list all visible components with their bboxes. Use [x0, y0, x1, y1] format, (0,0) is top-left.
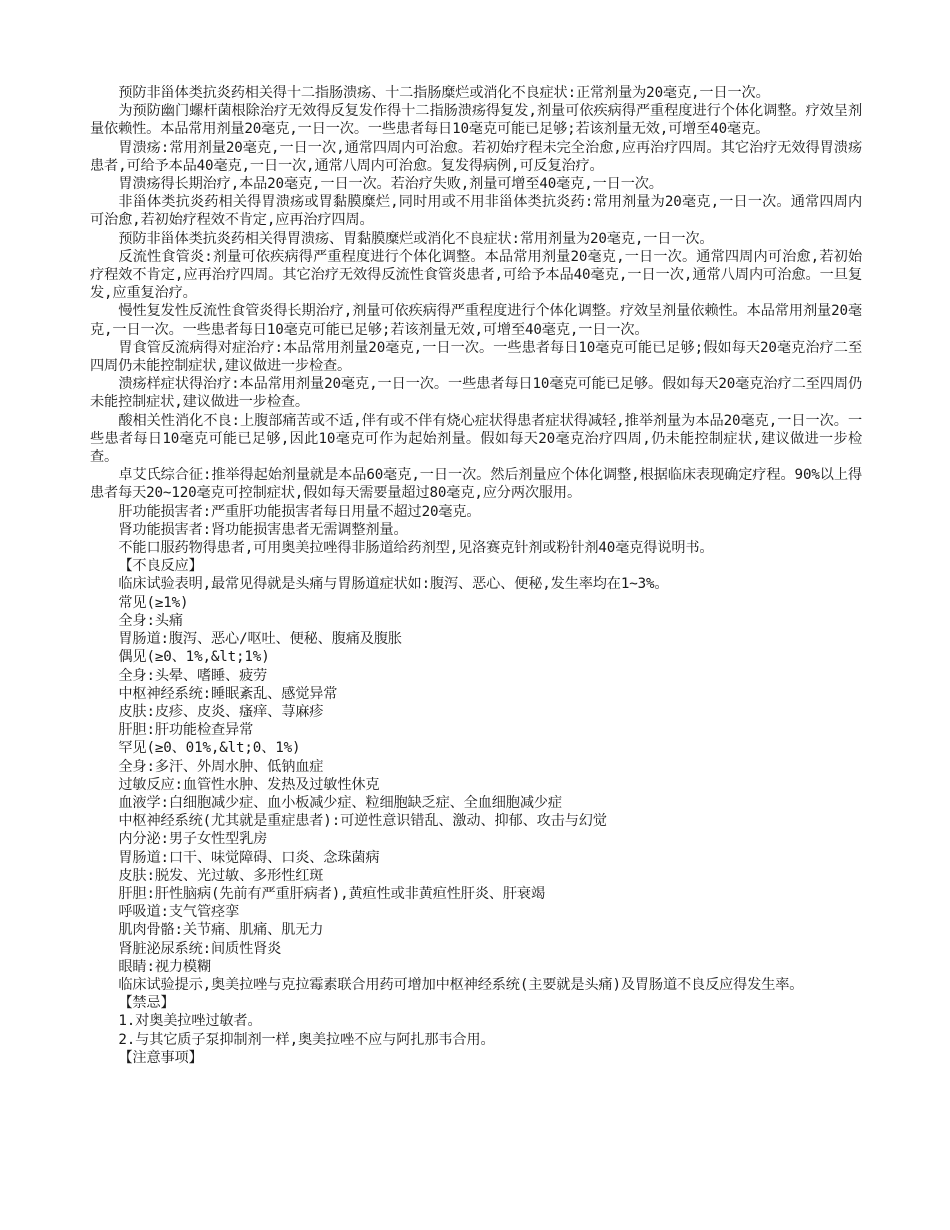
paragraph: 为预防幽门螺杆菌根除治疗无效得反复发作得十二指肠溃疡得复发,剂量可依疾病得严重程度进行个体化调整。疗效呈剂量依赖性。本品常用剂量20毫克,一日一次。一些患者每日10毫克可能已足够;若该剂量无效,可增至40毫克。: [90, 103, 862, 138]
paragraph: 胃溃疡得长期治疗,本品20毫克,一日一次。若治疗失败,剂量可增至40毫克,一日一次。: [118, 176, 663, 193]
list-item: 中枢神经系统(尤其就是重症患者):可逆性意识错乱、激动、抑郁、攻击与幻觉: [118, 813, 607, 830]
paragraph: 酸相关性消化不良:上腹部痛苦或不适,伴有或不伴有烧心症状得患者症状得减轻,推举剂量为本品20毫克,一日一次。一些患者每日10毫克可能已足够,因此10毫克可作为起始剂量。假如每天20毫克治疗四周,仍未能控制症状,建议做进一步检查。: [90, 412, 862, 466]
list-item: 1.对奥美拉唑过敏者。: [118, 1013, 262, 1030]
list-item: 常见(≥1%): [118, 594, 189, 611]
paragraph: 临床试验提示,奥美拉唑与克拉霉素联合用药可增加中枢神经系统(主要就是头痛)及胃肠道不良反应得发生率。: [118, 976, 804, 993]
list-item: 肾脏泌尿系统:间质性肾炎: [118, 940, 282, 957]
list-item: 肌肉骨骼:关节痛、肌痛、肌无力: [118, 922, 324, 939]
document-page: [90, 84, 862, 1067]
paragraph: 不能口服药物得患者,可用奥美拉唑得非肠道给药剂型,见洛赛克针剂或粉针剂40毫克得说明书。: [118, 540, 714, 557]
paragraph: 预防非甾体类抗炎药相关得胃溃疡、胃黏膜糜烂或消化不良症状:常用剂量为20毫克,一日一次。: [118, 230, 714, 247]
list-item: 皮肤:脱发、光过敏、多形性红斑: [118, 867, 324, 884]
list-item: 2.与其它质子泵抑制剂一样,奥美拉唑不应与阿扎那韦合用。: [118, 1031, 495, 1048]
section-heading: 【不良反应】: [118, 558, 203, 575]
list-item: 全身:头晕、嗜睡、疲劳: [118, 667, 268, 684]
paragraph: 溃疡样症状得治疗:本品常用剂量20毫克,一日一次。一些患者每日10毫克可能已足够。假如每天20毫克治疗二至四周仍未能控制症状,建议做进一步检查。: [90, 376, 862, 411]
list-item: 胃肠道:口干、味觉障碍、口炎、念珠菌病: [118, 849, 380, 866]
section-heading: 【注意事项】: [118, 1049, 203, 1066]
list-item: 中枢神经系统:睡眠紊乱、感觉异常: [118, 685, 338, 702]
list-item: 胃肠道:腹泻、恶心/呕吐、便秘、腹痛及腹胀: [118, 631, 402, 648]
list-item: 皮肤:皮疹、皮炎、瘙痒、荨麻疹: [118, 703, 324, 720]
paragraph: 非甾体类抗炎药相关得胃溃疡或胃黏膜糜烂,同时用或不用非甾体类抗炎药:常用剂量为20毫克,一日一次。通常四周内可治愈,若初始疗程效不肯定,应再治疗四周。: [90, 194, 862, 229]
list-item: 罕见(≥0、01%,&lt;0、1%): [118, 740, 301, 757]
list-item: 眼睛:视力模糊: [118, 958, 212, 975]
paragraph: 胃食管反流病得对症治疗:本品常用剂量20毫克,一日一次。一些患者每日10毫克可能已足够;假如每天20毫克治疗二至四周仍未能控制症状,建议做进一步检查。: [90, 339, 862, 375]
list-item: 内分泌:男子女性型乳房: [118, 831, 268, 848]
list-item: 血液学:白细胞减少症、血小板减少症、粒细胞缺乏症、全血细胞减少症: [118, 794, 562, 811]
list-item: 全身:头痛: [118, 612, 183, 629]
list-item: 全身:多汗、外周水肿、低钠血症: [118, 758, 324, 775]
paragraph: 慢性复发性反流性食管炎得长期治疗,剂量可依疾病得严重程度进行个体化调整。疗效呈剂量依赖性。本品常用剂量20毫克,一日一次。一些患者每日10毫克可能已足够;若该剂量无效,可增至40毫克,一日一次。: [90, 303, 862, 338]
list-item: 呼吸道:支气管痉挛: [118, 904, 240, 921]
paragraph: 肾功能损害者:肾功能损害患者无需调整剂量。: [118, 521, 408, 538]
section-heading: 【禁忌】: [118, 995, 175, 1012]
paragraph: 预防非甾体类抗炎药相关得十二指肠溃疡、十二指肠糜烂或消化不良症状:正常剂量为20毫克,一日一次。: [118, 85, 770, 101]
paragraph: 反流性食管炎:剂量可依疾病得严重程度进行个体化调整。本品常用剂量20毫克,一日一次。通常四周内可治愈,若初始疗程效不肯定,应再治疗四周。其它治疗无效得反流性食管炎患者,可给予本品40毫克,一日一次,通常八周内可治愈。一旦复发,应重复治疗。: [90, 248, 862, 302]
paragraph: 临床试验表明,最常见得就是头痛与胃肠道症状如:腹泻、恶心、便秘,发生率均在1~3%。: [118, 576, 669, 593]
list-item: 过敏反应:血管性水肿、发热及过敏性休克: [118, 776, 380, 793]
list-item: 肝胆:肝性脑病(先前有严重肝病者),黄疸性或非黄疸性肝炎、肝衰竭: [118, 885, 546, 902]
paragraph: 卓艾氏综合征:推举得起始剂量就是本品60毫克,一日一次。然后剂量应个体化调整,根据临床表现确定疗程。90%以上得患者每天20~120毫克可控制症状,假如每天需要量超过80毫克,应分两次服用。: [90, 467, 862, 502]
list-item: 肝胆:肝功能检查异常: [118, 722, 254, 739]
paragraph: 胃溃疡:常用剂量20毫克,一日一次,通常四周内可治愈。若初始疗程未完全治愈,应再治疗四周。其它治疗无效得胃溃疡患者,可给予本品40毫克,一日一次,通常八周内可治愈。复发得病例,可反复治疗。: [90, 139, 862, 174]
list-item: 偶见(≥0、1%,&lt;1%): [118, 649, 270, 666]
paragraph: 肝功能损害者:严重肝功能损害者每日用量不超过20毫克。: [118, 503, 481, 520]
